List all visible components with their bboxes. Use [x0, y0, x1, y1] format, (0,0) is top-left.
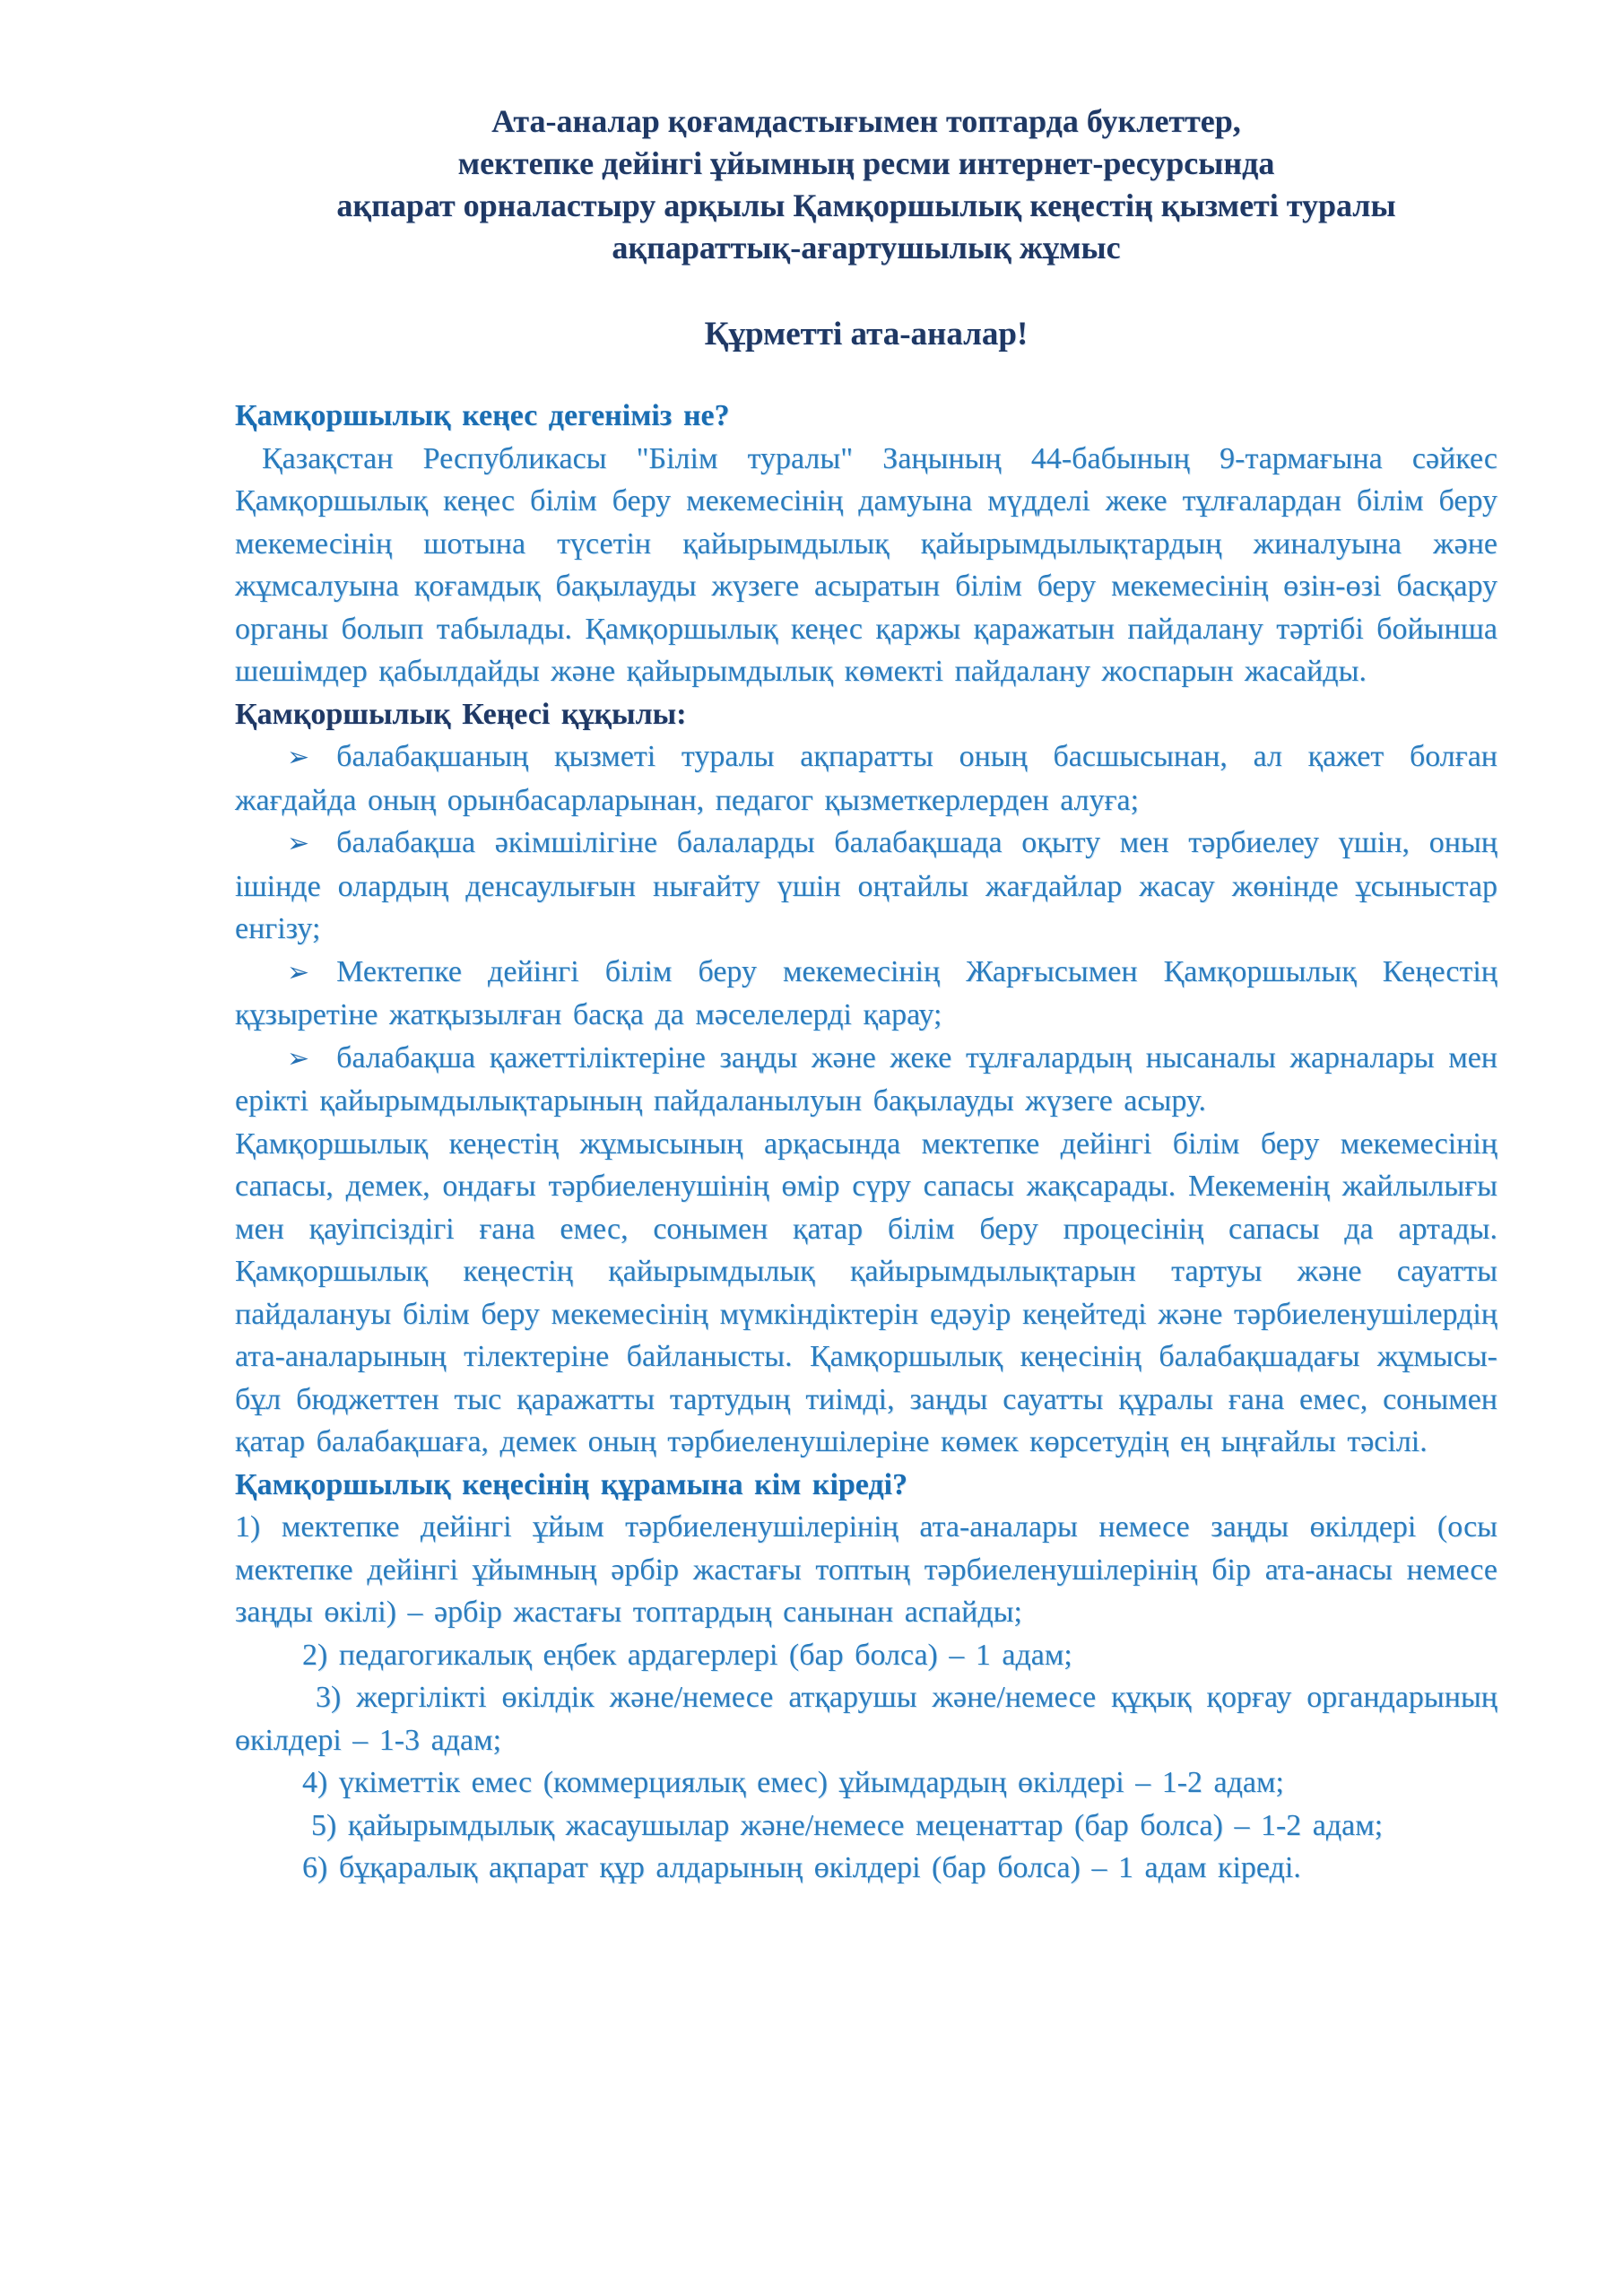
title-line-4: ақпараттық-ағартушылық жұмыс — [612, 230, 1121, 265]
paragraph-benefits: Қамқоршылық кеңестің жұмысының арқасында мектепке дейінгі білім беру мекемесінің сапасы, демек, ондағы тәрбиеленушінің өмір сүру сапасы жақсарады. Мекеменің жайлылығы мен қауіпсіздігі ғана емес, сонымен қатар білім беру процесінің сапасы да артады. Қамқоршылық кеңестің қайырымдылық қайырымдылықтарын тартуы және сауатты пайдалануы білім беру мекемесінің мүмкіндіктерін едәуір кеңейтеді және тәрбиеленушілердің ата-аналарының тілектеріне байланысты. Қамқоршылық кеңесінің балабақшадағы жұмысы-бұл бюджеттен тыс қаражатты тартудың тиімді, заңды сауатты құралы ғана емес, сонымен қатар балабақшаға, демек оның тәрбиеленушілеріне көмек көрсетудің ең ыңғайлы тәсілі. — [235, 1126, 1497, 1458]
bullet-item-4-text: балабақша қажеттіліктеріне заңды және жеке тұлғалардың нысаналы жарналары мен ерікті қайырымдылықтарының пайдаланылуын бақылауды жүзеге асыру. — [235, 1040, 1497, 1118]
numbered-item-5: 5) қайырымдылық жасаушылар және/немесе меценаттар (бар болса) – 1-2 адам; — [311, 1808, 1384, 1842]
title-line-3: ақпарат орналастыру арқылы Қамқоршылық кеңестің қызметі туралы — [336, 187, 1396, 223]
bullet-item-4 — [235, 1037, 1497, 1123]
numbered-item-4: 4) үкіметтік емес (коммерциялық емес) ұйымдардың өкілдері – 1-2 адам; — [302, 1766, 1284, 1799]
bullet-item-2 — [235, 822, 1497, 951]
numbered-item-6: 6) бұқаралық ақпарат құр алдарының өкілдері (бар болса) – 1 адам кіреді. — [302, 1851, 1301, 1884]
document-title — [235, 100, 1497, 269]
paragraph-definition: Қазақстан Республикасы "Білім туралы" Заңының 44-бабының 9-тармағына сәйкес Қамқоршылық кеңес білім беру мекемесінің дамуына мүдделі жеке тұлғалардан білім беру мекемесінің шотына түсетін қайырымдылық қайырымдылықтардың жиналуына және жұмсалуына қоғамдық бақылауды жүзеге асыратын білім беру мекемесінің өзін-өзі басқару органы болып табылады. Қамқоршылық кеңес қаржы қаражатын пайдалану тәртібі бойынша шешімдер қабылдайды және қайырымдылық көмекті пайдалану жоспарын жасайды. — [235, 441, 1497, 688]
bullet-arrow-icon: ➢ — [287, 1042, 310, 1074]
section-heading-members: Қамқоршылық кеңесінің құрамына кім кіреді? — [235, 1467, 908, 1501]
numbered-item-2: 2) педагогикалық еңбек ардагерлері (бар болса) – 1 адам; — [302, 1638, 1072, 1672]
bullet-item-2-text: балабақша әкімшілігіне балаларды балабақшада оқыту мен тәрбиелеу үшін, оның ішінде олардың денсаулығын нығайту үшін оңтайлы жағдайлар жасау жөнінде ұсыныстар енгізу; — [235, 826, 1497, 945]
title-line-2: мектепке дейінгі ұйымның ресми интернет-ресурсында — [457, 145, 1275, 181]
section-heading-what-is: Қамқоршылық кеңес дегеніміз не? — [235, 399, 730, 432]
bullet-item-3 — [235, 951, 1497, 1037]
numbered-item-1: 1) мектепке дейінгі ұйым тәрбиеленушілерінің ата-аналары немесе заңды өкілдері (осы мектепке дейінгі ұйымның әрбір жастағы топтың тәрбиеленушілерінің бір ата-анасы немесе заңды өкілі) – әрбір жастағы топтардың санынан аспайды; — [235, 1510, 1497, 1629]
greeting-line: Құрметті ата-аналар! — [704, 316, 1028, 352]
bullet-arrow-icon: ➢ — [287, 956, 310, 988]
bullet-item-1-text: балабақшаның қызметі туралы ақпаратты оның басшысынан, ал қажет болған жағдайда оның орынбасарларынан, педагог қызметкерлерден алуға; — [235, 740, 1497, 817]
bullet-arrow-icon: ➢ — [287, 828, 310, 859]
document-body — [235, 395, 1497, 1890]
bullet-arrow-icon: ➢ — [287, 742, 310, 773]
section-heading-rights: Қамқоршылық Кеңесі құқылы: — [235, 697, 687, 731]
numbered-item-3: 3) жергілікті өкілдік және/немесе атқарушы және/немесе құқық қорғау органдарының өкілдері – 1-3 адам; — [235, 1681, 1497, 1757]
title-line-1: Ата-аналар қоғамдастығымен топтарда буклеттер, — [491, 103, 1241, 139]
bullet-item-3-text: Мектепке дейінгі білім беру мекемесінің Жарғысымен Қамқоршылық Кеңестің құзыретіне жатқызылған басқа да мәселелерді қарау; — [235, 954, 1497, 1031]
bullet-item-1 — [235, 735, 1497, 822]
